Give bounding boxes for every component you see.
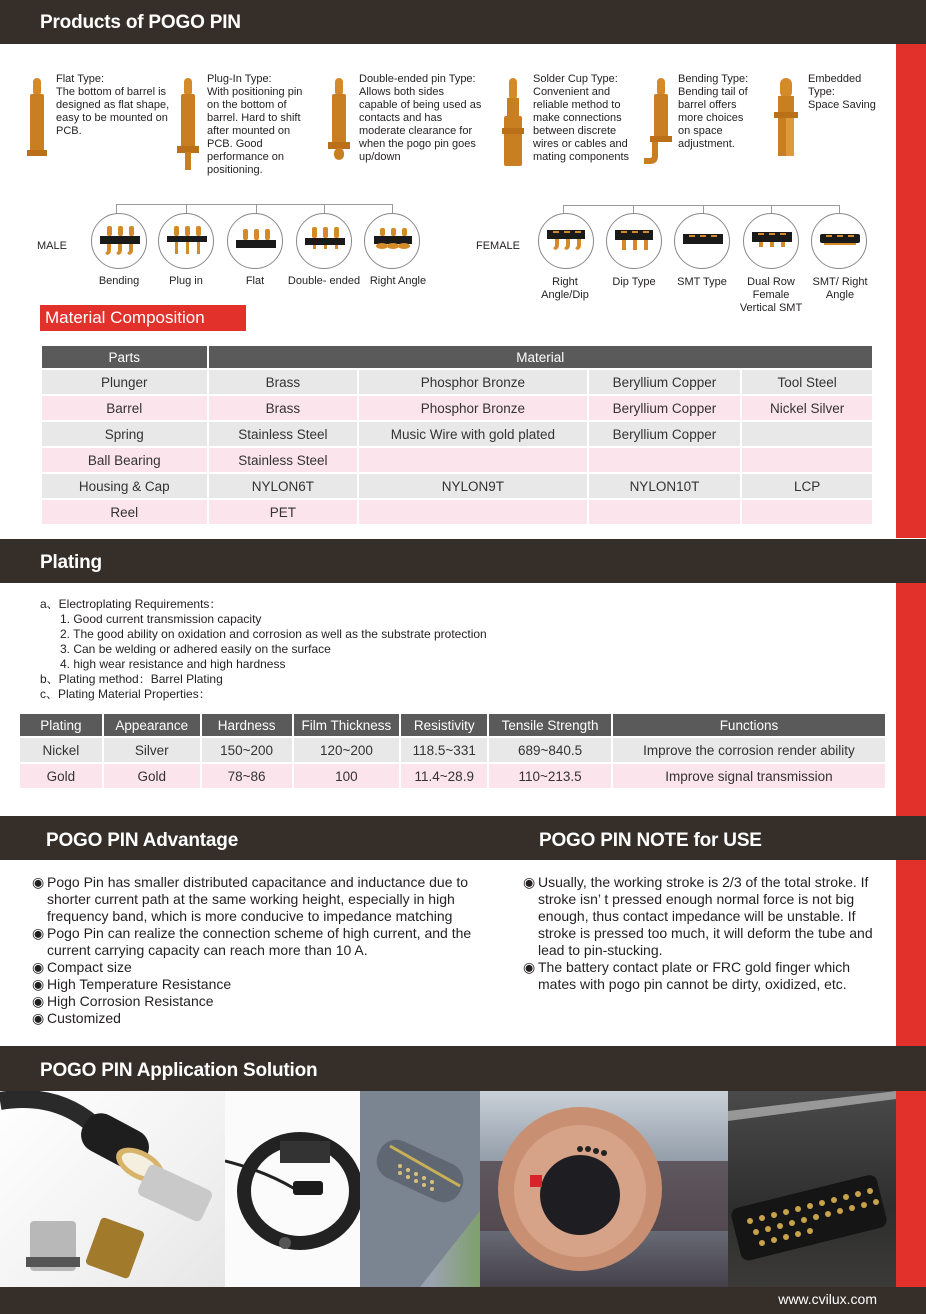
plating-header bbox=[0, 539, 926, 583]
cell: 120~200 bbox=[293, 737, 401, 763]
cell: Gold bbox=[103, 763, 201, 789]
bullet-icon: ◉ bbox=[32, 925, 45, 941]
male-tree-line bbox=[116, 204, 392, 205]
product-type-double-ended bbox=[359, 73, 484, 164]
note-list bbox=[523, 874, 883, 993]
cell: Spring bbox=[41, 421, 208, 447]
item-text: Compact size bbox=[47, 959, 132, 975]
application-photos bbox=[0, 1091, 896, 1287]
cell: Barrel bbox=[41, 395, 208, 421]
type-desc: The bottom of barrel is designed as flat shape, easy to be mounted on PCB. bbox=[56, 86, 170, 137]
application-header bbox=[0, 1046, 926, 1091]
bullet-icon: ◉ bbox=[523, 959, 536, 975]
cell: NYLON9T bbox=[358, 473, 587, 499]
male-label-flat: Flat bbox=[245, 275, 265, 287]
phone-back-photo bbox=[360, 1091, 480, 1287]
column-header: Tensile Strength bbox=[488, 713, 612, 737]
solder-cup-pin-icon bbox=[500, 78, 526, 168]
table-row bbox=[41, 473, 873, 499]
footer bbox=[0, 1287, 926, 1314]
column-header: Plating bbox=[19, 713, 103, 737]
footer-url[interactable]: www.cvilux.com bbox=[778, 1291, 877, 1307]
advantage-title: POGO PIN Advantage bbox=[46, 830, 239, 851]
cell: 110~213.5 bbox=[488, 763, 612, 789]
cell: 689~840.5 bbox=[488, 737, 612, 763]
cell: Tool Steel bbox=[741, 369, 873, 395]
cell: Brass bbox=[208, 369, 359, 395]
female-label-dual-row: Dual Row Female Vertical SMT bbox=[739, 276, 803, 314]
product-type-plug-in bbox=[207, 73, 315, 177]
male-double-ended-icon bbox=[296, 213, 352, 269]
product-type-bending bbox=[678, 73, 758, 151]
column-header: Appearance bbox=[103, 713, 201, 737]
type-desc: With positioning pin on the bottom of barrel. Hard to shift after mounted on PCB. Good performance on positioning. bbox=[207, 86, 303, 176]
item-text: Pogo Pin has smaller distributed capacitance and inductance due to shorter current path at the same working height, especially in high frequency band, which is more conducive to impedance matching bbox=[47, 874, 469, 924]
cell: Phosphor Bronze bbox=[358, 369, 587, 395]
male-label-right-angle: Right Angle bbox=[369, 275, 427, 287]
bullet-icon: ◉ bbox=[32, 874, 45, 890]
type-name: Double-ended pin Type: bbox=[359, 73, 476, 85]
type-desc: Allows both sides capable of being used as contacts and has moderate clearance for when the pogo pin goes up/down bbox=[359, 86, 482, 163]
cell: Ball Bearing bbox=[41, 447, 208, 473]
table-row bbox=[19, 737, 886, 763]
product-type-solder-cup bbox=[533, 73, 633, 164]
product-type-flat bbox=[56, 73, 171, 138]
female-label: FEMALE bbox=[476, 240, 521, 252]
list-item bbox=[32, 959, 492, 976]
cell: 78~86 bbox=[201, 763, 293, 789]
cell: Stainless Steel bbox=[208, 447, 359, 473]
requirement-item: 2. The good ability on oxidation and corrosion as well as the substrate protection bbox=[60, 627, 487, 641]
male-label-plug-in: Plug in bbox=[169, 275, 203, 287]
male-label: MALE bbox=[37, 240, 67, 252]
fitness-band-photo bbox=[225, 1091, 360, 1287]
cell bbox=[741, 499, 873, 525]
type-name: Plug-In Type: bbox=[207, 73, 272, 85]
products-header bbox=[0, 0, 926, 44]
female-label-smt-right-angle: SMT/ Right Angle bbox=[812, 276, 868, 301]
bending-pin-icon bbox=[642, 78, 672, 168]
cell: Improve the corrosion render ability bbox=[612, 737, 886, 763]
list-item bbox=[32, 993, 492, 1010]
cell bbox=[741, 421, 873, 447]
item-text: Usually, the working stroke is 2/3 of the total stroke. If stroke isn’ t pressed enough normal force is not big enough, thus contact impedance will be unstable. If stroke is pressed too much, it will deform the tube and lead to pin-stucking. bbox=[538, 874, 873, 958]
cell: 150~200 bbox=[201, 737, 293, 763]
column-header: Hardness bbox=[201, 713, 293, 737]
item-text: Pogo Pin can realize the connection scheme of high current, and the current carrying capacity can reach more than 10 A. bbox=[47, 925, 472, 958]
list-item bbox=[32, 976, 492, 993]
embedded-pin-icon bbox=[772, 78, 800, 158]
item-text: Customized bbox=[47, 1010, 121, 1026]
cell: Plunger bbox=[41, 369, 208, 395]
connector-photo bbox=[728, 1091, 896, 1287]
list-item bbox=[32, 1010, 492, 1027]
magnetic-cable-photo bbox=[0, 1091, 225, 1287]
table-row bbox=[41, 369, 873, 395]
section-title: POGO PIN Application Solution bbox=[40, 1060, 318, 1081]
list-item bbox=[32, 925, 492, 959]
female-label-smt-type: SMT Type bbox=[677, 276, 727, 288]
cell: Phosphor Bronze bbox=[358, 395, 587, 421]
side-accent-stripe bbox=[896, 44, 926, 538]
type-name: Solder Cup Type: bbox=[533, 73, 618, 85]
list-item bbox=[32, 874, 492, 925]
double-ended-pin-icon bbox=[326, 78, 352, 162]
item-text: The battery contact plate or FRC gold finger which mates with pogo pin cannot be dirty, oxidized, etc. bbox=[538, 959, 851, 992]
column-header: Resistivity bbox=[400, 713, 488, 737]
list-item bbox=[523, 959, 883, 993]
cell: Improve signal transmission bbox=[612, 763, 886, 789]
table-row bbox=[41, 499, 873, 525]
material-table bbox=[40, 344, 874, 526]
advantage-list bbox=[32, 874, 492, 1027]
cell bbox=[588, 447, 742, 473]
cell bbox=[358, 447, 587, 473]
smartwatch-photo bbox=[480, 1091, 728, 1287]
requirements-label: a、Electroplating Requirements： bbox=[40, 597, 222, 611]
cell: NYLON6T bbox=[208, 473, 359, 499]
female-smt-right-angle-icon bbox=[811, 213, 867, 269]
type-desc: Convenient and reliable method to make connections between discrete wires or cables and mating components bbox=[533, 86, 629, 163]
male-label-double-ended: Double- ended bbox=[287, 275, 361, 287]
type-desc: Space Saving bbox=[808, 99, 876, 111]
side-accent-stripe bbox=[896, 583, 926, 816]
male-right-angle-icon bbox=[364, 213, 420, 269]
plating-method: b、Plating method：Barrel Plating bbox=[40, 672, 223, 686]
male-plug-in-icon bbox=[158, 213, 214, 269]
bullet-icon: ◉ bbox=[32, 959, 45, 975]
plug-in-pin-icon bbox=[175, 78, 201, 172]
plating-table bbox=[18, 712, 887, 790]
column-header-parts: Parts bbox=[41, 345, 208, 369]
column-header-material: Material bbox=[208, 345, 873, 369]
plating-properties-label: c、Plating Material Properties： bbox=[40, 687, 211, 701]
advantage-note-header bbox=[0, 816, 926, 860]
cell: 118.5~331 bbox=[400, 737, 488, 763]
cell: Brass bbox=[208, 395, 359, 421]
cell: Beryllium Copper bbox=[588, 395, 742, 421]
female-dip-type-icon bbox=[606, 213, 662, 269]
cell: Beryllium Copper bbox=[588, 369, 742, 395]
type-name: Flat Type: bbox=[56, 73, 105, 85]
cell: Nickel Silver bbox=[741, 395, 873, 421]
male-label-bending: Bending bbox=[98, 275, 140, 287]
list-item bbox=[523, 874, 883, 959]
section-title: Products of POGO PIN bbox=[40, 12, 241, 33]
note-title: POGO PIN NOTE for USE bbox=[539, 830, 762, 851]
table-row bbox=[41, 395, 873, 421]
cell: LCP bbox=[741, 473, 873, 499]
cell: Stainless Steel bbox=[208, 421, 359, 447]
cell: Beryllium Copper bbox=[588, 421, 742, 447]
cell: 100 bbox=[293, 763, 401, 789]
section-title: Plating bbox=[40, 552, 102, 573]
table-row bbox=[41, 421, 873, 447]
bullet-icon: ◉ bbox=[32, 993, 45, 1009]
female-right-angle-dip-icon bbox=[538, 213, 594, 269]
flat-pin-icon bbox=[24, 78, 50, 160]
cell: Gold bbox=[19, 763, 103, 789]
male-flat-icon bbox=[227, 213, 283, 269]
item-text: High Temperature Resistance bbox=[47, 976, 232, 992]
side-accent-stripe bbox=[896, 860, 926, 1046]
female-dual-row-smt-icon bbox=[743, 213, 799, 269]
cell: 11.4~28.9 bbox=[400, 763, 488, 789]
cell: PET bbox=[208, 499, 359, 525]
bullet-icon: ◉ bbox=[32, 976, 45, 992]
requirement-item: 4. high wear resistance and high hardness bbox=[60, 657, 286, 671]
female-tree-line bbox=[563, 205, 839, 206]
material-composition-title: Material Composition bbox=[40, 305, 246, 331]
cell: Music Wire with gold plated bbox=[358, 421, 587, 447]
type-desc: Bending tail of barrel offers more choices on space adjustment. bbox=[678, 86, 748, 150]
type-name: Bending Type: bbox=[678, 73, 749, 85]
female-label-dip-type: Dip Type bbox=[612, 276, 656, 288]
cell: Reel bbox=[41, 499, 208, 525]
product-type-embedded bbox=[808, 73, 888, 112]
cell: Nickel bbox=[19, 737, 103, 763]
cell bbox=[588, 499, 742, 525]
male-bending-icon bbox=[91, 213, 147, 269]
cell: Silver bbox=[103, 737, 201, 763]
type-name: Embedded Type: bbox=[808, 73, 862, 98]
column-header: Functions bbox=[612, 713, 886, 737]
bullet-icon: ◉ bbox=[523, 874, 536, 890]
item-text: High Corrosion Resistance bbox=[47, 993, 214, 1009]
table-row bbox=[19, 763, 886, 789]
female-label-right-angle-dip: Right Angle/Dip bbox=[541, 276, 589, 301]
cell: Housing & Cap bbox=[41, 473, 208, 499]
cell: NYLON10T bbox=[588, 473, 742, 499]
side-accent-stripe bbox=[896, 1091, 926, 1287]
cell bbox=[741, 447, 873, 473]
requirement-item: 3. Can be welding or adhered easily on the surface bbox=[60, 642, 331, 656]
cell bbox=[358, 499, 587, 525]
female-smt-type-icon bbox=[674, 213, 730, 269]
table-row bbox=[41, 447, 873, 473]
plating-requirements bbox=[40, 597, 487, 702]
bullet-icon: ◉ bbox=[32, 1010, 45, 1026]
column-header: Film Thickness bbox=[293, 713, 401, 737]
requirement-item: 1. Good current transmission capacity bbox=[60, 612, 262, 626]
